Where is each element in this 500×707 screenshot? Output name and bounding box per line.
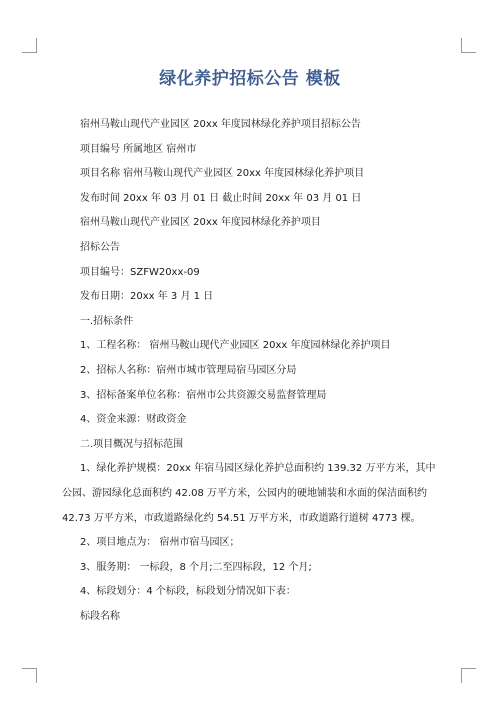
project-number-region-line: 项目编号 所属地区 宿州市 [80, 143, 197, 155]
publish-date-line: 发布日期：20xx 年 3 月 1 日 [80, 291, 214, 303]
project-code-line: 项目编号：SZFW20xx-09 [80, 266, 200, 278]
document-body [62, 113, 440, 629]
overview-lot-division: 4、标段划分：4 个标段，标段划分情况如下表： [80, 586, 296, 598]
section-heading-overview: 二.项目概况与招标范围 [80, 438, 184, 450]
tender-notice-label: 招标公告 [80, 241, 120, 253]
condition-tenderer: 2、招标人名称：宿州市城市管理局宿马园区分局 [80, 364, 297, 376]
crop-mark-bottom-right [461, 668, 476, 683]
crop-mark-top-left [22, 38, 37, 53]
overview-location: 2、项目地点为： 宿州市宿马园区； [80, 537, 240, 549]
crop-mark-bottom-left [22, 668, 37, 683]
overview-service-period: 3、服务期： 一标段，8 个月;二至四标段，12 个月; [80, 561, 312, 573]
project-title-line: 宿州马鞍山现代产业园区 20xx 年度园林绿化养护项目 [80, 217, 321, 229]
condition-project-name: 1、工程名称： 宿州马鞍山现代产业园区 20xx 年度园林绿化养护项目 [80, 340, 391, 352]
crop-mark-top-right [461, 38, 476, 53]
lot-name-label: 标段名称 [80, 610, 120, 622]
project-name-line: 项目名称 宿州马鞍山现代产业园区 20xx 年度园林绿化养护项目 [80, 168, 365, 180]
publish-deadline-line: 发布时间 20xx 年 03 月 01 日 截止时间 20xx 年 03 月 01 日 [80, 192, 362, 204]
section-heading-conditions: 一.招标条件 [80, 315, 134, 327]
condition-funding: 4、资金来源：财政资金 [80, 414, 187, 426]
document-title: 绿化养护招标公告 模板 [159, 69, 341, 89]
condition-filing-unit: 3、招标备案单位名称：宿州市公共资源交易监督管理局 [80, 389, 327, 401]
notice-heading-line: 宿州马鞍山现代产业园区 20xx 年度园林绿化养护项目招标公告 [80, 119, 361, 130]
overview-scale-paragraph: 1、绿化养护规模：20xx 年宿马园区绿化养护总面积约 139.32 万平方米，其中公园、游园绿化总面积约 42.08 万平方米，公园内的硬地铺装和水面的保洁面积约 42.73 万平方米，市政道路绿化约 54.51 万平方米，市政道路行道树 4773 棵。 [62, 463, 436, 524]
